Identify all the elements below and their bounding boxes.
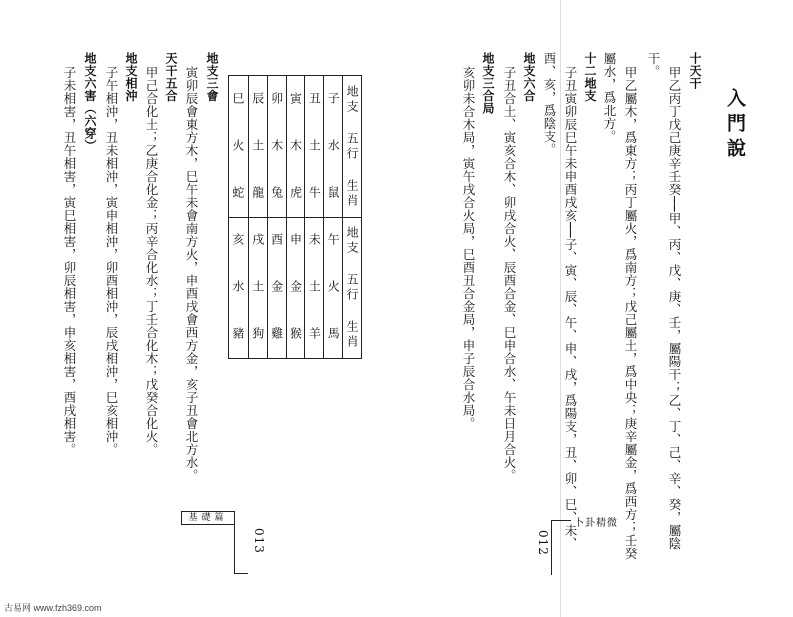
running-footer-label: 基礎篇 (181, 511, 235, 525)
table-cell: 木 (288, 139, 303, 154)
zodiac-table-grid (228, 75, 362, 359)
table-row (248, 217, 267, 358)
table-cell: 金 (288, 280, 303, 295)
table-cell: 蛇 (230, 186, 245, 201)
table-cell: 丑 (307, 92, 322, 107)
table-header-column (342, 217, 361, 358)
table-cell: 金 (269, 280, 284, 295)
page-number: 013 (252, 528, 266, 554)
table-cell: 午 (326, 233, 341, 248)
table-row (267, 76, 286, 217)
paragraph-line: 子丑寅卯辰巳午未申酉戌亥──子、寅、辰、午、申、戌，爲陽支，丑、卯、巳、未、 (563, 66, 578, 551)
table-cell: 酉 (269, 233, 284, 248)
section-heading-ten-stems: 十天干 (688, 52, 702, 90)
page-number: 012 (536, 530, 550, 556)
table-row (323, 217, 342, 358)
table-cell: 五行 (345, 131, 360, 162)
table-cell: 子 (326, 92, 341, 107)
table-cell: 火 (326, 280, 341, 295)
table-cell: 雞 (269, 327, 284, 342)
table-cell: 地支 (345, 225, 360, 256)
paragraph-line: 寅卯辰會東方木，巳午未會南方火，申酉戌會西方金，亥子丑會北方水。 (184, 66, 199, 482)
table-cell: 亥 (230, 233, 245, 248)
section-heading-twelve-branches: 十二地支 (583, 52, 597, 102)
table-row (229, 76, 248, 217)
table-cell: 火 (230, 139, 245, 154)
table-row (304, 76, 323, 217)
zodiac-table-body (229, 76, 361, 358)
table-cell: 猴 (288, 327, 303, 342)
table-cell: 寅 (288, 92, 303, 107)
table-row (267, 217, 286, 358)
section-heading-six-harms: 地支六害（六穿） (83, 52, 97, 152)
table-cell: 生肖 (345, 319, 360, 350)
table-cell: 鼠 (326, 186, 341, 201)
table-cell: 土 (250, 139, 265, 154)
paragraph-line: 子午相沖，丑未相沖，寅申相沖，卯酉相沖，辰戌相沖，巳亥相沖。 (104, 66, 119, 456)
paragraph-line: 甲己合化土；乙庚合化金；丙辛合化水；丁壬合化木；戊癸合化火。 (144, 66, 159, 456)
table-cell: 土 (307, 280, 322, 295)
table-row (286, 76, 305, 217)
table-cell: 水 (230, 280, 245, 295)
footer-rule (234, 573, 248, 574)
paragraph-line: 甲乙屬木，爲東方；丙丁屬火，爲南方；戊己屬土，爲中央；庚辛屬金，爲西方；壬癸 (623, 66, 638, 560)
table-cell: 羊 (307, 327, 322, 342)
table-row (248, 76, 267, 217)
table-cell: 五行 (345, 272, 360, 303)
table-cell: 戌 (250, 233, 265, 248)
site-watermark: 古易网 www.fzh369.com (4, 603, 102, 613)
section-heading-five-combinations: 天干五合 (164, 52, 178, 102)
table-row (229, 217, 248, 358)
table-divider (229, 358, 361, 359)
table-cell: 土 (250, 280, 265, 295)
table-row (304, 217, 323, 358)
section-heading-three-combinations: 地支三合局 (481, 52, 495, 115)
paragraph-line: 亥卯未合木局，寅午戌合火局，巳酉丑合金局，申子辰合水局。 (461, 66, 476, 430)
table-cell: 土 (307, 139, 322, 154)
paragraph-line: 干。 (646, 52, 661, 78)
table-cell: 兔 (269, 186, 284, 201)
table-cell: 牛 (307, 186, 322, 201)
table-cell: 龍 (250, 186, 265, 201)
table-cell: 狗 (250, 327, 265, 342)
section-heading-six-harmonies: 地支六合 (522, 52, 536, 102)
table-cell: 卯 (269, 92, 284, 107)
chapter-title: 入門說 (724, 88, 746, 163)
table-cell: 未 (307, 233, 322, 248)
section-heading-three-meetings: 地支三會 (205, 52, 219, 102)
table-cell: 豬 (230, 327, 245, 342)
paragraph-line: 甲乙丙丁戊己庚辛壬癸──甲、丙、戊、庚、壬，屬陽干；乙、丁、己、辛、癸，屬陰 (667, 66, 682, 551)
paragraph-line: 子未相害，丑午相害，寅巳相害，卯辰相害，申亥相害，酉戌相害。 (62, 66, 77, 456)
footer-rule (551, 520, 552, 575)
footer-rule (234, 511, 235, 573)
running-footer-label: 卜卦精微 (574, 518, 618, 529)
paragraph-line: 子丑合土、寅亥合木、卯戌合火、辰酉合金、巳申合水、午未日月合火。 (502, 66, 517, 482)
table-cell: 水 (326, 139, 341, 154)
paragraph-line: 酉、亥，爲陰支。 (542, 52, 557, 156)
table-cell: 木 (269, 139, 284, 154)
table-cell: 馬 (326, 327, 341, 342)
table-row (286, 217, 305, 358)
table-cell: 虎 (288, 186, 303, 201)
footer-rule (551, 520, 571, 521)
table-cell: 地支 (345, 84, 360, 115)
book-spine-shadow (560, 0, 561, 617)
table-cell: 辰 (250, 92, 265, 107)
table-cell: 申 (288, 233, 303, 248)
table-cell: 巳 (230, 92, 245, 107)
table-header-column (342, 76, 361, 217)
section-heading-clashes: 地支相沖 (124, 52, 138, 102)
table-cell: 生肖 (345, 178, 360, 209)
table-row (323, 76, 342, 217)
paragraph-line: 屬水，爲北方。 (602, 52, 617, 143)
